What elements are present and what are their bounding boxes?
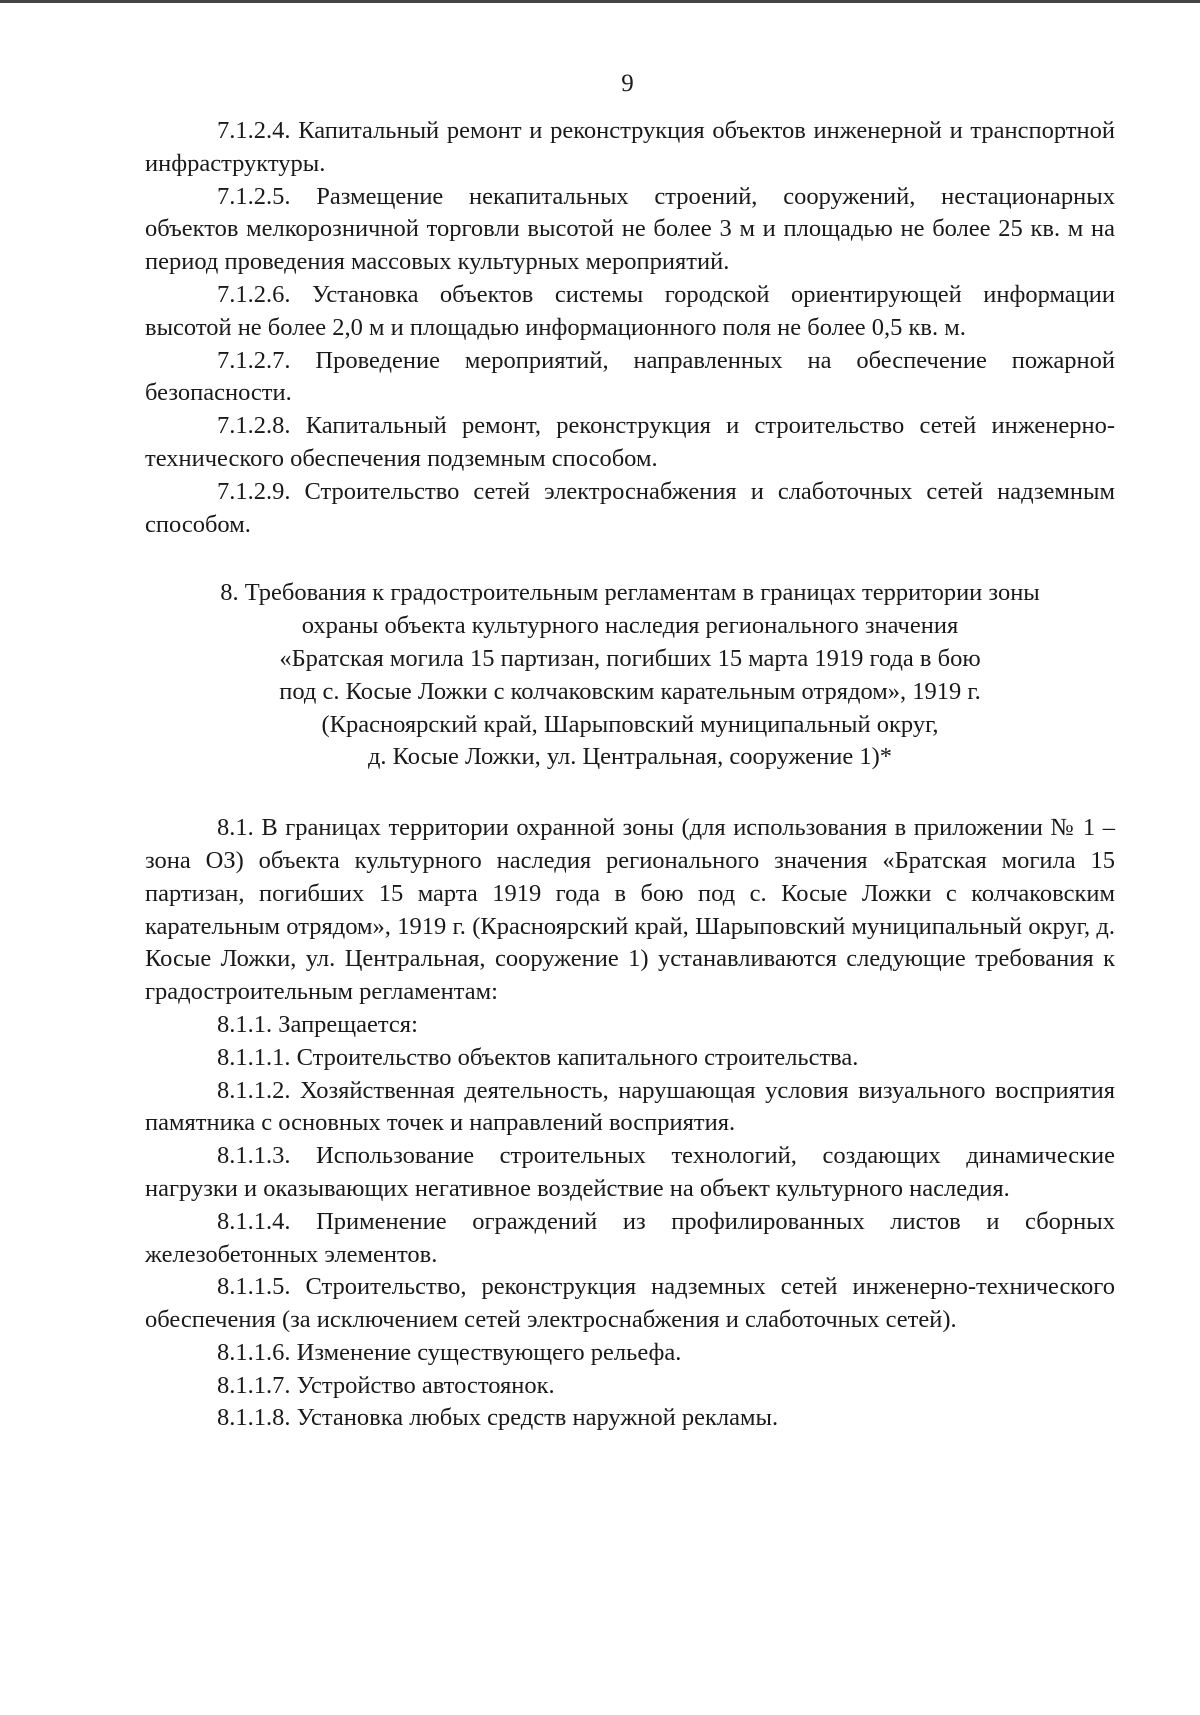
- clause-8-1-1-5: 8.1.1.5. Строительство, реконструкция надземных сетей инженерно-технического обеспечения (за исключением сетей электроснабжения и слаботочных сетей).: [145, 1273, 1115, 1334]
- clause-7-1-2-9: 7.1.2.9. Строительство сетей электроснабжения и слаботочных сетей надземным способом.: [145, 477, 1115, 538]
- page-number: 9: [621, 70, 634, 97]
- scan-top-edge: [0, 0, 1200, 3]
- clause-8-1-1-7: 8.1.1.7. Устройство автостоянок.: [217, 1371, 555, 1399]
- clause-8-1-1-3: 8.1.1.3. Использование строительных технологий, создающих динамические нагрузки и оказывающих негативное воздействие на объект культурного наследия.: [145, 1142, 1115, 1202]
- heading-line: под с. Косые Ложки с колчаковским карательным отрядом», 1919 г.: [279, 677, 981, 705]
- spacer: [145, 774, 1115, 812]
- clause-8-1-1-4: 8.1.1.4. Применение ограждений из профилированных листов и сборных железобетонных элементов.: [145, 1207, 1115, 1268]
- clause-8-1-1-6: 8.1.1.6. Изменение существующего рельефа.: [217, 1338, 682, 1366]
- clause-7-1-2-7: 7.1.2.7. Проведение мероприятий, направленных на обеспечение пожарной безопасности.: [145, 346, 1115, 407]
- clause-7-1-2-6: 7.1.2.6. Установка объектов системы городской ориентирующей информации высотой не более 2,0 м и площадью информационного поля не более 0,5 кв. м.: [145, 280, 1115, 341]
- clause-8-1-1-8: 8.1.1.8. Установка любых средств наружной рекламы.: [217, 1404, 779, 1432]
- heading-line: д. Косые Ложки, ул. Центральная, сооружение 1)*: [367, 743, 893, 771]
- clause-8-1-1-1: 8.1.1.1. Строительство объектов капитального строительства.: [217, 1043, 859, 1071]
- clause-8-1: 8.1. В границах территории охранной зоны (для использования в приложении № 1 – зона ОЗ) объекта культурного наследия регионального значения «Братская могила 15 партизан, погибших 15 марта 1919 года в бою под с. Косые Ложки с колчаковским карательным отрядом», 1919 г. (Красноярский край, Шарыповский муниципальный округ, д. Косые Ложки, ул. Центральная, сооружение 1) устанавливаются следующие требования к градостроительным регламентам:: [145, 814, 1115, 1006]
- section-8-heading: [145, 577, 1115, 774]
- clause-7-1-2-5: 7.1.2.5. Размещение некапитальных строений, сооружений, нестационарных объектов мелкорозничной торговли высотой не более 3 м и площадью не более 25 кв. м на период проведения массовых культурных мероприятий.: [145, 182, 1115, 276]
- heading-line: «Братская могила 15 партизан, погибших 15 марта 1919 года в бою: [279, 644, 981, 672]
- heading-line: (Красноярский край, Шарыповский муниципальный округ,: [321, 710, 939, 738]
- clause-8-1-1: 8.1.1. Запрещается:: [217, 1010, 418, 1038]
- clause-7-1-2-8: 7.1.2.8. Капитальный ремонт, реконструкция и строительство сетей инженерно-технического обеспечения подземным способом.: [145, 412, 1115, 472]
- clause-8-1-1-2: 8.1.1.2. Хозяйственная деятельность, нарушающая условия визуального восприятия памятника с основных точек и направлений восприятия.: [145, 1076, 1115, 1137]
- heading-line: охраны объекта культурного наследия регионального значения: [301, 612, 959, 640]
- clause-7-1-2-4: 7.1.2.4. Капитальный ремонт и реконструкция объектов инженерной и транспортной инфраструктуры.: [145, 117, 1115, 177]
- document-body: [145, 115, 1115, 1435]
- heading-line: 8. Требования к градостроительным регламентам в границах территории зоны: [220, 579, 1040, 607]
